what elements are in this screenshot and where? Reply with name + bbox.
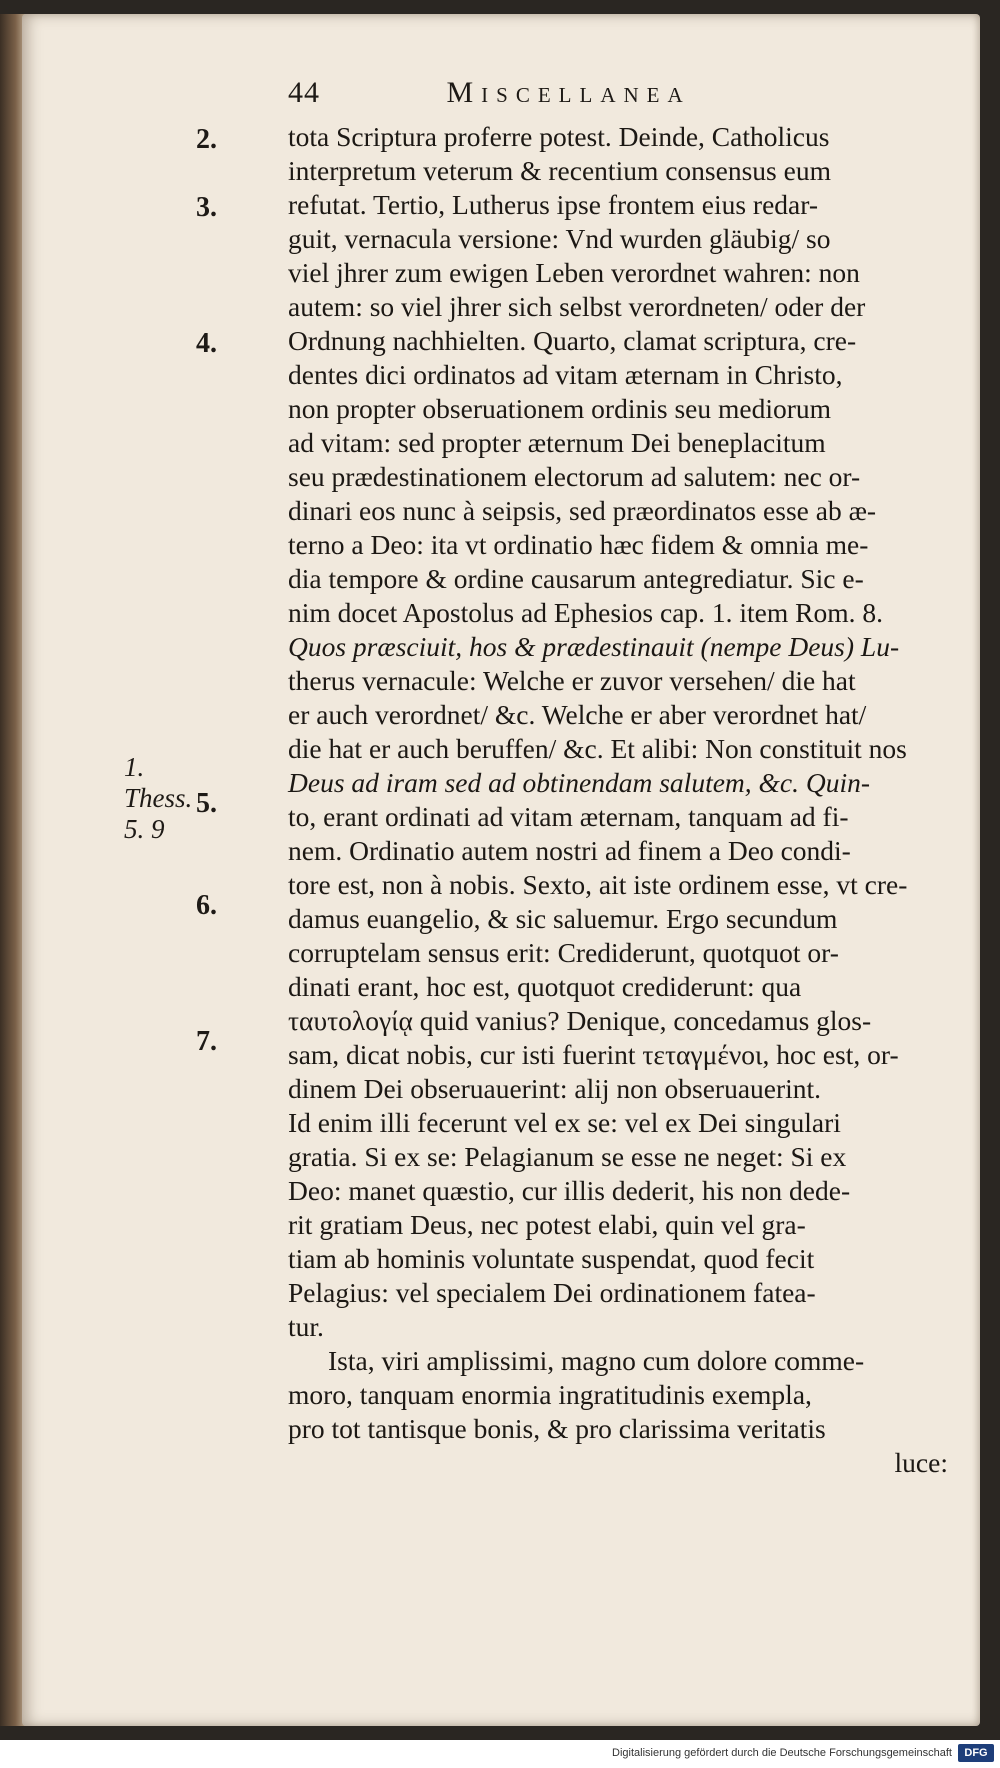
text-line: sam, dicat nobis, cur isti fuerint τεταγμένοι, hoc est, or- [288, 1039, 899, 1070]
text-line: Deus ad iram sed ad obtinendam salutem, &c. Quin- [288, 767, 871, 798]
text-line: Deo: manet quæstio, cur illis dederit, his non dede- [288, 1175, 851, 1206]
text-line: nim docet Apostolus ad Ephesios cap. 1. item Rom. 8. [288, 597, 884, 628]
text-line: gratia. Si ex se: Pelagianum se esse ne neget: Si ex [288, 1141, 847, 1172]
text-line: rit gratiam Deus, nec potest elabi, quin vel gra- [288, 1209, 806, 1240]
text-line: viel jhrer zum ewigen Leben verordnet wahren: non [288, 257, 860, 288]
text-line: non propter obseruationem ordinis seu mediorum [288, 393, 832, 424]
funding-credit: Digitalisierung gefördert durch die Deutsche Forschungsgemeinschaft [612, 1747, 952, 1759]
text-line: corruptelam sensus erit: Crediderunt, quotquot or- [288, 937, 839, 968]
catchword: luce: [894, 1447, 948, 1478]
text-line: dinem Dei obseruauerint: alij non obseruauerint. [288, 1073, 822, 1104]
text-line: guit, vernacula versione: Vnd wurden gläubig/ so [288, 223, 831, 254]
dfg-logo: DFG [958, 1744, 994, 1762]
text-line: seu prædestinationem electorum ad salutem: nec or- [288, 461, 861, 492]
text-line: pro tot tantisque bonis, & pro clarissima veritatis [288, 1413, 826, 1444]
text-line: tota Scriptura proferre potest. Deinde, Catholicus [288, 121, 830, 152]
text-line: dentes dici ordinatos ad vitam æternam in Christo, [288, 359, 843, 390]
text-line: ταυτολογίᾳ quid vanius? Denique, concedamus glos- [288, 1005, 872, 1036]
running-head [288, 76, 908, 110]
text-line: er auch verordnet/ &c. Welche er aber verordnet hat/ [288, 699, 867, 730]
text-line: autem: so viel jhrer sich selbst verordneten/ oder der [288, 291, 866, 322]
text-line: terno a Deo: ita vt ordinatio hæc fidem & omnia me- [288, 529, 869, 560]
page-number: 44 [288, 76, 320, 109]
text-line: damus euangelio, & sic saluemur. Ergo secundum [288, 903, 838, 934]
text-line: Ista, viri amplissimi, magno cum dolore comme- [328, 1345, 865, 1376]
text-line: die hat er auch beruffen/ &c. Et alibi: Non constituit nos [288, 733, 907, 764]
text-line: tiam ab hominis voluntate suspendat, quod fecit [288, 1243, 815, 1274]
margin-note: 5. [196, 788, 217, 819]
text-line: moro, tanquam enormia ingratitudinis exempla, [288, 1379, 812, 1410]
text-line: dia tempore & ordine causarum antegrediatur. Sic e- [288, 563, 864, 594]
margin-note: 2. [196, 124, 217, 155]
text-line: Pelagius: vel specialem Dei ordinationem fatea- [288, 1277, 816, 1308]
text-line: Quos præsciuit, hos & prædestinauit (nempe Deus) Lu- [288, 631, 900, 662]
text-line: nem. Ordinatio autem nostri ad finem a Deo condi- [288, 835, 851, 866]
text-line: ad vitam: sed propter æternum Dei beneplacitum [288, 427, 826, 458]
running-title: Miscellanea [446, 76, 691, 109]
text-line: dinati erant, hoc est, quotquot crediderunt: qua [288, 971, 802, 1002]
text-line: refutat. Tertio, Lutherus ipse frontem eius redar- [288, 189, 819, 220]
margin-note: 3. [196, 192, 217, 223]
text-line: interpretum veterum & recentium consensus eum [288, 155, 831, 186]
margin-note: 4. [196, 328, 217, 359]
text-line: to, erant ordinati ad vitam æternam, tanquam ad fi- [288, 801, 849, 832]
text-line: Id enim illi fecerunt vel ex se: vel ex Dei singulari [288, 1107, 841, 1138]
text-line: dinari eos nunc à seipsis, sed præordinatos esse ab æ- [288, 495, 877, 526]
text-line: tur. [288, 1311, 324, 1342]
footer-bar [0, 1740, 1000, 1768]
margin-note: 6. [196, 890, 217, 921]
text-line: Ordnung nachhielten. Quarto, clamat scriptura, cre- [288, 325, 857, 356]
margin-note: 7. [196, 1026, 217, 1057]
text-line: therus vernacule: Welche er zuvor versehen/ die hat [288, 665, 856, 696]
margin-note-reference: 1. Thess. 5. 9 [124, 752, 193, 844]
text-line: tore est, non à nobis. Sexto, ait iste ordinem esse, vt cre- [288, 869, 908, 900]
